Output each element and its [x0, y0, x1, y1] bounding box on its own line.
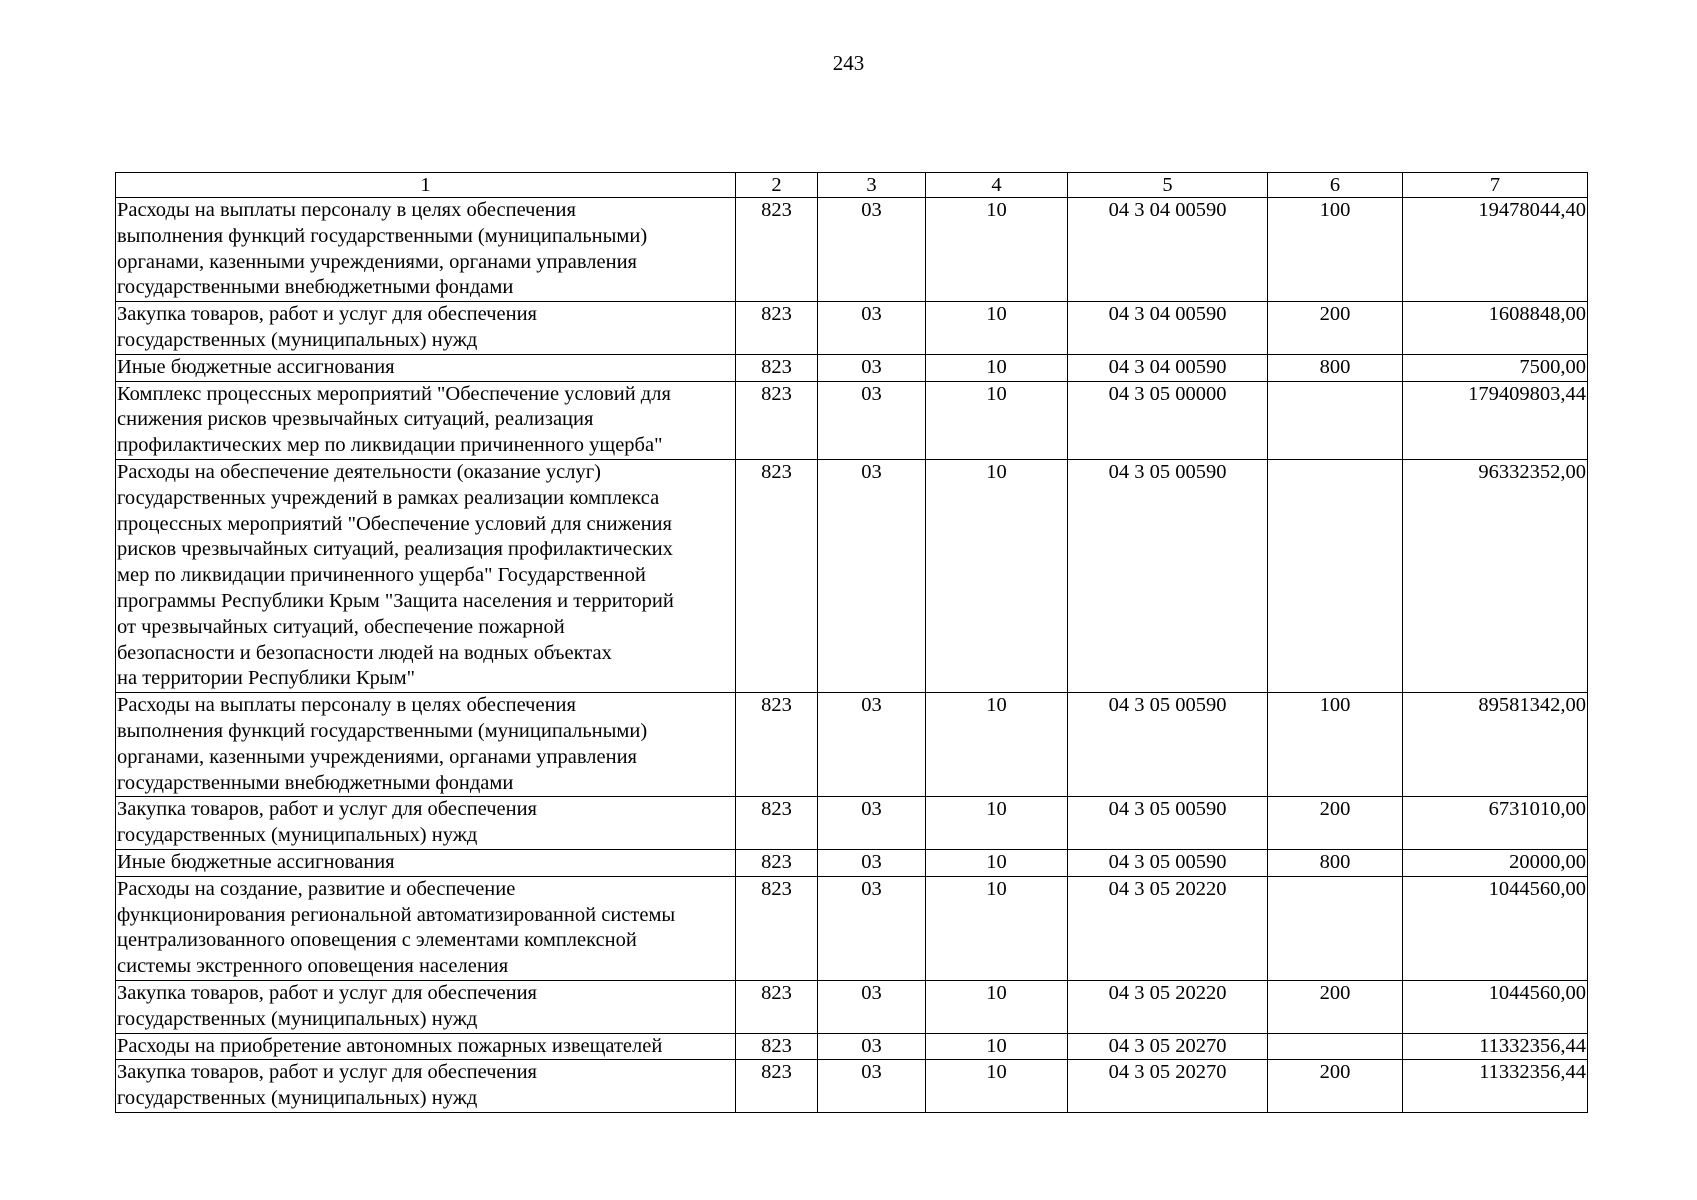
expense-type-code [1268, 876, 1403, 980]
header-row [116, 173, 1588, 198]
expense-name: Расходы на обеспечение деятельности (оказание услуг) государственных учреждений в рамках реализации комплекса процессных мероприятий "Обеспечение условий для снижения рисков чрезвычайных ситуаций, реализация профилактических мер по ликвидации причиненного ущерба" Государственной программы Республики Крым "Защита населения и территорий от чрезвычайных ситуаций, обеспечение пожарной безопасности и безопасности людей на водных объектах на территории Республики Крым" [116, 459, 736, 692]
expense-type-code [1268, 1033, 1403, 1060]
expense-type-code: 100 [1268, 198, 1403, 302]
expense-name: Расходы на выплаты персоналу в целях обеспечения выполнения функций государственными (муниципальными) органами, казенными учреждениями, органами управления государственными внебюджетными фондами [116, 693, 736, 797]
amount: 6731010,00 [1403, 797, 1588, 850]
target-article-code: 04 3 05 20220 [1068, 876, 1268, 980]
table-row [116, 1033, 1588, 1060]
target-article-code: 04 3 05 20270 [1068, 1033, 1268, 1060]
target-article-code: 04 3 05 00590 [1068, 797, 1268, 850]
ministry-code: 823 [736, 980, 818, 1033]
target-article-code: 04 3 05 00000 [1068, 381, 1268, 459]
expense-name: Расходы на выплаты персоналу в целях обеспечения выполнения функций государственными (муниципальными) органами, казенными учреждениями, органами управления государственными внебюджетными фондами [116, 198, 736, 302]
amount: 179409803,44 [1403, 381, 1588, 459]
subsection-code: 10 [926, 876, 1068, 980]
ministry-code: 823 [736, 797, 818, 850]
amount: 96332352,00 [1403, 459, 1588, 692]
expense-type-code: 200 [1268, 1060, 1403, 1113]
ministry-code: 823 [736, 198, 818, 302]
expense-type-code: 200 [1268, 797, 1403, 850]
target-article-code: 04 3 04 00590 [1068, 198, 1268, 302]
amount: 20000,00 [1403, 849, 1588, 876]
expense-name: Иные бюджетные ассигнования [116, 354, 736, 381]
expense-name: Закупка товаров, работ и услуг для обеспечения государственных (муниципальных) нужд [116, 797, 736, 850]
section-code: 03 [818, 849, 926, 876]
ministry-code: 823 [736, 459, 818, 692]
subsection-code: 10 [926, 980, 1068, 1033]
table-row [116, 876, 1588, 980]
table-row [116, 302, 1588, 355]
subsection-code: 10 [926, 797, 1068, 850]
expense-type-code: 100 [1268, 693, 1403, 797]
section-code: 03 [818, 198, 926, 302]
target-article-code: 04 3 05 00590 [1068, 459, 1268, 692]
ministry-code: 823 [736, 302, 818, 355]
ministry-code: 823 [736, 381, 818, 459]
ministry-code: 823 [736, 1060, 818, 1113]
ministry-code: 823 [736, 1033, 818, 1060]
subsection-code: 10 [926, 1033, 1068, 1060]
expense-type-code: 800 [1268, 849, 1403, 876]
table-row [116, 198, 1588, 302]
expense-type-code: 200 [1268, 980, 1403, 1033]
table-row [116, 354, 1588, 381]
expense-name: Расходы на приобретение автономных пожарных извещателей [116, 1033, 736, 1060]
subsection-code: 10 [926, 849, 1068, 876]
expense-type-code [1268, 381, 1403, 459]
header-cell: 6 [1268, 173, 1403, 198]
section-code: 03 [818, 459, 926, 692]
subsection-code: 10 [926, 459, 1068, 692]
section-code: 03 [818, 354, 926, 381]
header-cell: 2 [736, 173, 818, 198]
subsection-code: 10 [926, 302, 1068, 355]
table-row [116, 797, 1588, 850]
amount: 19478044,40 [1403, 198, 1588, 302]
header-cell: 7 [1403, 173, 1588, 198]
section-code: 03 [818, 381, 926, 459]
ministry-code: 823 [736, 849, 818, 876]
amount: 11332356,44 [1403, 1060, 1588, 1113]
table-row [116, 381, 1588, 459]
target-article-code: 04 3 05 00590 [1068, 693, 1268, 797]
ministry-code: 823 [736, 693, 818, 797]
amount: 11332356,44 [1403, 1033, 1588, 1060]
target-article-code: 04 3 05 00590 [1068, 849, 1268, 876]
expense-name: Закупка товаров, работ и услуг для обеспечения государственных (муниципальных) нужд [116, 302, 736, 355]
header-cell: 5 [1068, 173, 1268, 198]
subsection-code: 10 [926, 198, 1068, 302]
expense-type-code: 200 [1268, 302, 1403, 355]
subsection-code: 10 [926, 381, 1068, 459]
expense-name: Иные бюджетные ассигнования [116, 849, 736, 876]
section-code: 03 [818, 1060, 926, 1113]
page-number: 243 [832, 51, 865, 75]
target-article-code: 04 3 05 20270 [1068, 1060, 1268, 1113]
expense-type-code [1268, 459, 1403, 692]
header-cell: 4 [926, 173, 1068, 198]
amount: 1044560,00 [1403, 980, 1588, 1033]
amount: 1608848,00 [1403, 302, 1588, 355]
target-article-code: 04 3 04 00590 [1068, 302, 1268, 355]
section-code: 03 [818, 876, 926, 980]
subsection-code: 10 [926, 354, 1068, 381]
target-article-code: 04 3 05 20220 [1068, 980, 1268, 1033]
expense-name: Комплекс процессных мероприятий "Обеспечение условий для снижения рисков чрезвычайных ситуаций, реализация профилактических мер по ликвидации причиненного ущерба" [116, 381, 736, 459]
amount: 7500,00 [1403, 354, 1588, 381]
header-cell: 1 [116, 173, 736, 198]
table-row [116, 980, 1588, 1033]
budget-table [115, 172, 1588, 1113]
section-code: 03 [818, 980, 926, 1033]
section-code: 03 [818, 302, 926, 355]
expense-name: Расходы на создание, развитие и обеспечение функционирования региональной автоматизированной системы централизованного оповещения с элементами комплексной системы экстренного оповещения населения [116, 876, 736, 980]
table-row [116, 849, 1588, 876]
section-code: 03 [818, 797, 926, 850]
ministry-code: 823 [736, 876, 818, 980]
section-code: 03 [818, 1033, 926, 1060]
section-code: 03 [818, 693, 926, 797]
ministry-code: 823 [736, 354, 818, 381]
expense-type-code: 800 [1268, 354, 1403, 381]
subsection-code: 10 [926, 1060, 1068, 1113]
target-article-code: 04 3 04 00590 [1068, 354, 1268, 381]
expense-name: Закупка товаров, работ и услуг для обеспечения государственных (муниципальных) нужд [116, 980, 736, 1033]
table-row [116, 459, 1588, 692]
subsection-code: 10 [926, 693, 1068, 797]
table-row [116, 693, 1588, 797]
header-cell: 3 [818, 173, 926, 198]
amount: 89581342,00 [1403, 693, 1588, 797]
expense-name: Закупка товаров, работ и услуг для обеспечения государственных (муниципальных) нужд [116, 1060, 736, 1113]
amount: 1044560,00 [1403, 876, 1588, 980]
table-row [116, 1060, 1588, 1113]
